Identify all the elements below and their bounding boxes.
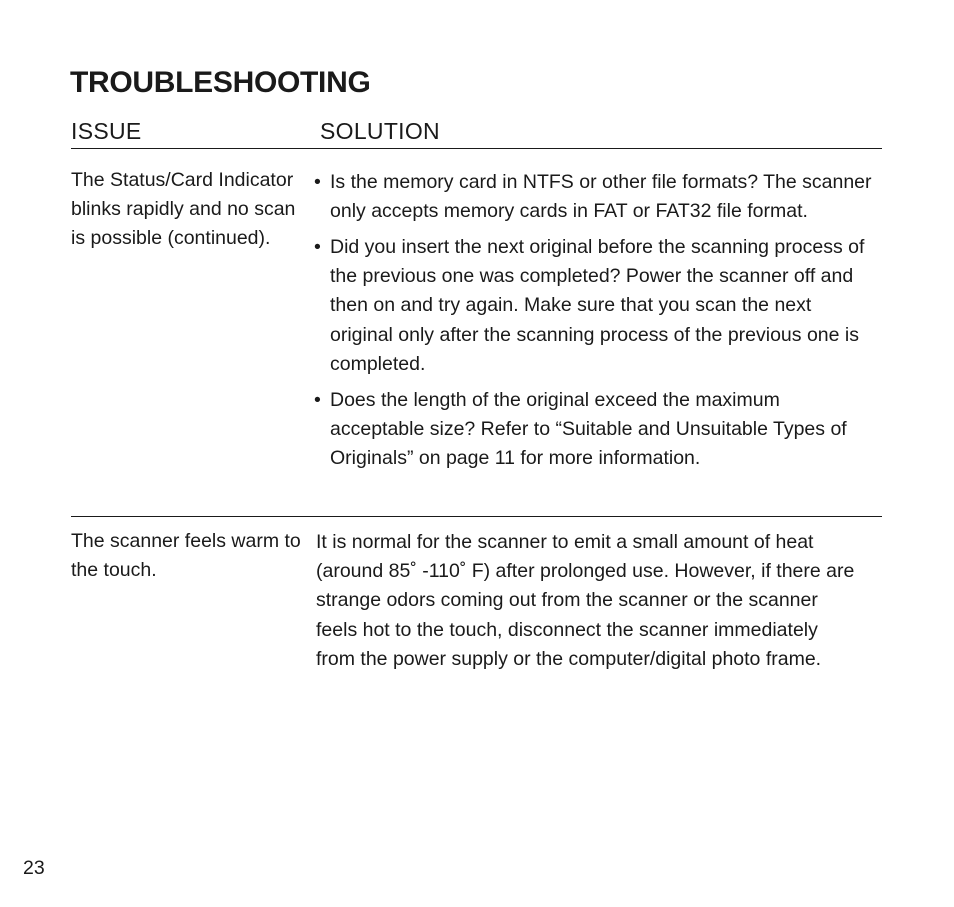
solution-list-status-card <box>314 168 874 480</box>
page-number: 23 <box>23 857 45 879</box>
bullet-icon: • <box>314 236 321 258</box>
solution-item <box>314 386 874 474</box>
issue-scanner-warm: The scanner feels warm to the touch. <box>71 530 301 582</box>
row-divider <box>71 516 882 517</box>
solution-item <box>314 233 874 379</box>
solution-item-text: Does the length of the original exceed the maximum acceptable size? Refer to “Suitable and Unsuitable Types of Originals” on page 11 for more information. <box>330 388 847 470</box>
header-divider <box>71 148 882 149</box>
bullet-icon: • <box>314 171 321 193</box>
solution-item-text: Did you insert the next original before the scanning process of the previous one was completed? Power the scanner off and then on and try again. Make sure that you scan the next original only after the scanning process of the previous one is completed. <box>330 236 865 375</box>
solution-item-text: Is the memory card in NTFS or other file formats? The scanner only accepts memory cards in FAT or FAT32 file format. <box>330 171 872 223</box>
solution-item <box>314 168 874 226</box>
page-title: TROUBLESHOOTING <box>70 66 371 99</box>
bullet-icon: • <box>314 388 321 411</box>
solution-column-header: SOLUTION <box>320 118 440 144</box>
issue-column-header: ISSUE <box>71 118 142 144</box>
solution-scanner-warm: It is normal for the scanner to emit a small amount of heat (around 85˚ -110˚ F) after prolonged use. However, if there are strange odors coming out from the scanner or the scanner feels hot to the touch, disconnect the scanner immediately from the power supply or the computer/digital photo frame. <box>316 531 855 670</box>
issue-status-card-indicator: The Status/Card Indicator blinks rapidly and no scan is possible (continued). <box>71 169 296 250</box>
